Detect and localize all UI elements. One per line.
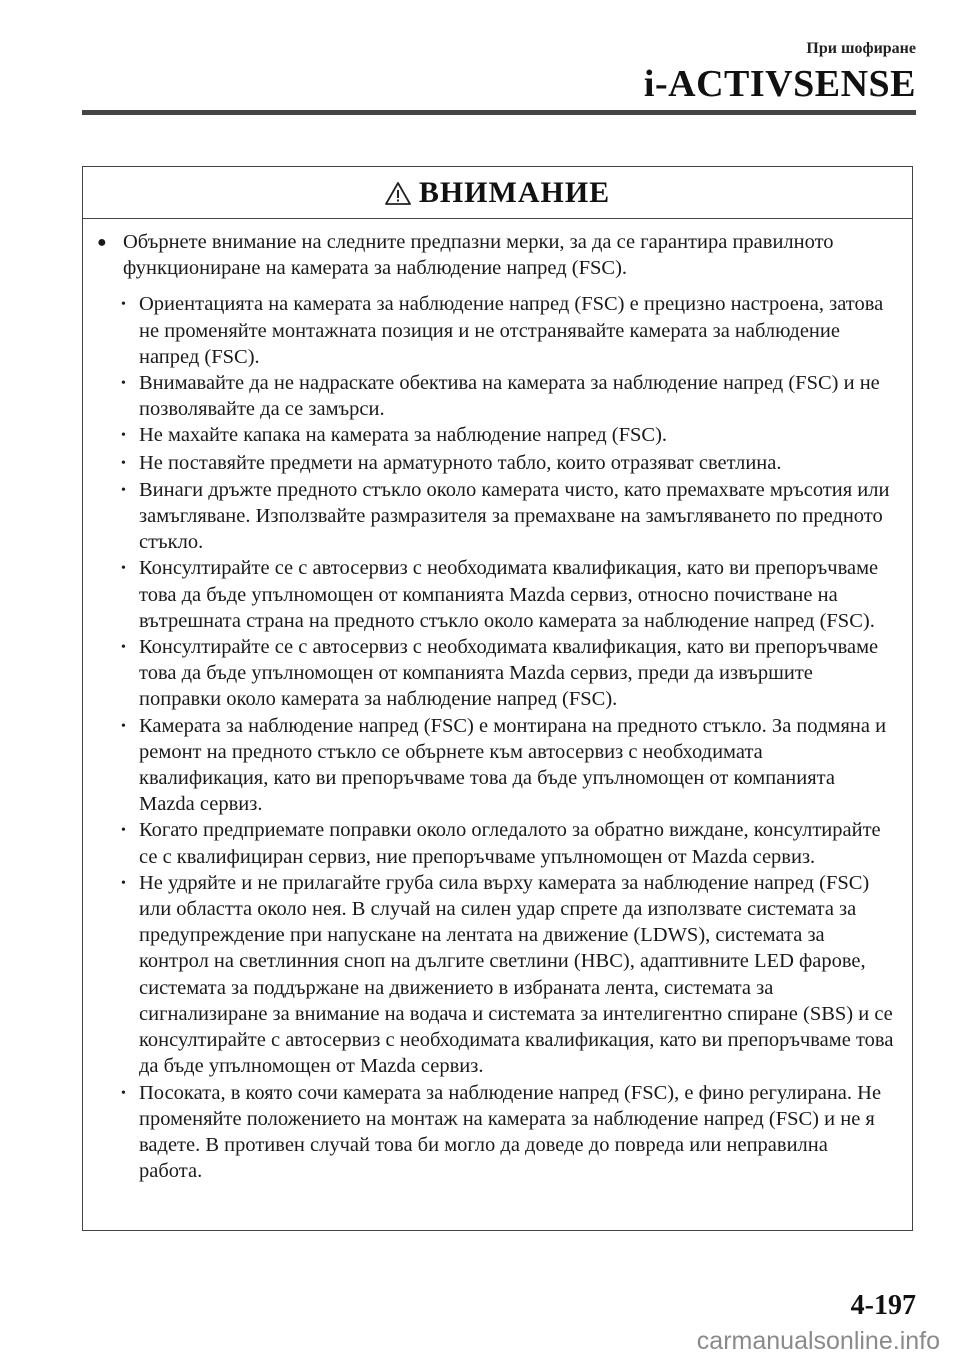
bullet-icon: •	[121, 875, 126, 891]
caution-item-text: Ориентацията на камерата за наблюдение напред (FSC) е прецизно настроена, затова не променяйте монтажната позиция и не отстранявайте камерата за наблюдение напред (FSC).	[139, 293, 884, 368]
bullet-icon: •	[121, 428, 126, 444]
bullet-icon: •	[121, 1085, 126, 1101]
bullet-icon: •	[121, 376, 126, 392]
caution-item-text: Камерата за наблюдение напред (FSC) е монтирана на предното стъкло. За подмяна и ремонт на предното стъкло се обърнете към автосервиз с необходимата квалификация, като ви препоръчваме това да бъде упълномощен от компанията Mazda сервиз.	[139, 714, 887, 816]
caution-list-item	[121, 634, 894, 713]
caution-list-item	[121, 450, 894, 477]
caution-item-text: Винаги дръжте предното стъкло около камерата чисто, като премахвате мръсотия или замъгляване. Използвайте размразителя за премахване на замъгляването по предното стъкло.	[139, 478, 890, 554]
caution-list-item	[121, 291, 894, 370]
page-number: 4-197	[850, 1290, 916, 1321]
bullet-icon: •	[121, 297, 126, 313]
caution-list-item	[121, 555, 894, 634]
watermark: carmanualsonline.info	[696, 1327, 940, 1355]
intro-paragraph	[97, 229, 894, 281]
caution-list-item	[121, 422, 894, 449]
bullet-icon: •	[121, 823, 126, 839]
bullet-icon: •	[121, 640, 126, 656]
caution-item-text: Не поставяйте предмети на арматурното табло, които отразяват светлина.	[139, 451, 782, 474]
caution-list-item	[121, 870, 894, 1080]
caution-title: ВНИМАНИЕ	[418, 175, 611, 209]
bullet-icon: •	[121, 561, 126, 577]
caution-list	[97, 291, 894, 1184]
round-bullet-icon: ●	[97, 234, 107, 251]
bullet-icon: •	[121, 455, 126, 471]
warning-triangle-icon	[385, 181, 411, 205]
caution-list-item	[121, 370, 894, 422]
caution-item-text: Консултирайте се с автосервиз с необходимата квалификация, като ви препоръчваме това да бъде упълномощен от компанията Mazda сервиз, преди да извършите поправки около камерата за наблюдение напред (FSC).	[139, 636, 879, 711]
caution-item-text: Консултирайте се с автосервиз с необходимата квалификация, като ви препоръчваме това да бъде упълномощен от компанията Mazda сервиз, относно почистване на вътрешната страна на предното стъкло около камерата за наблюдение напред (FSC).	[139, 557, 879, 632]
bullet-icon: •	[121, 482, 126, 498]
caution-list-item	[121, 713, 894, 818]
caution-list-item	[121, 1080, 894, 1185]
caution-item-text: Не удряйте и не прилагайте груба сила върху камерата за наблюдение напред (FSC) или областта около нея. В случай на силен удар спрете да използвате системата за предупреждение при напускане на лентата на движение (LDWS), системата за контрол на светлинния сноп на дългите светлини (HBC), адаптивните LED фарове, системата за поддържане на движението в избраната лента, системата за сигнализиране за внимание на водача и системата за интелигентно спиране (SBS) и се консултирайте с автосервиз с необходимата квалификация, като ви препоръчваме това да бъде упълномощен от Mazda сервиз.	[139, 871, 894, 1078]
section-label: При шофиране	[806, 40, 916, 57]
caution-item-text: Посоката, в която сочи камерата за наблюдение напред (FSC), е фино регулирана. Не променяйте положението на монтаж на камерата за наблюдение напред (FSC) и не я вадете. В противен случай това би могло да доведе до повреда или неправилна работа.	[139, 1081, 882, 1183]
caution-list-item	[121, 477, 894, 556]
caution-header	[83, 167, 912, 219]
caution-body	[83, 219, 912, 1184]
intro-text: Обърнете внимание на следните предпазни мерки, за да се гарантира правилното функциониране на камерата за наблюдение напред (FSC).	[123, 231, 834, 280]
caution-box	[82, 166, 913, 1231]
bullet-icon: •	[121, 718, 126, 734]
caution-item-text: Внимавайте да не надраскате обектива на камерата за наблюдение напред (FSC) и не позволявайте да се замърси.	[139, 372, 880, 421]
caution-list-item	[121, 817, 894, 869]
caution-item-text: Когато предприемате поправки около огледалото за обратно виждане, консултирайте се с квалифициран сервиз, ние препоръчваме упълномощен от Mazda сервиз.	[139, 819, 881, 868]
caution-item-text: Не махайте капака на камерата за наблюдение напред (FSC).	[139, 424, 668, 447]
chapter-title: i-ACTIVSENSE	[643, 63, 916, 105]
header-divider	[82, 110, 916, 115]
